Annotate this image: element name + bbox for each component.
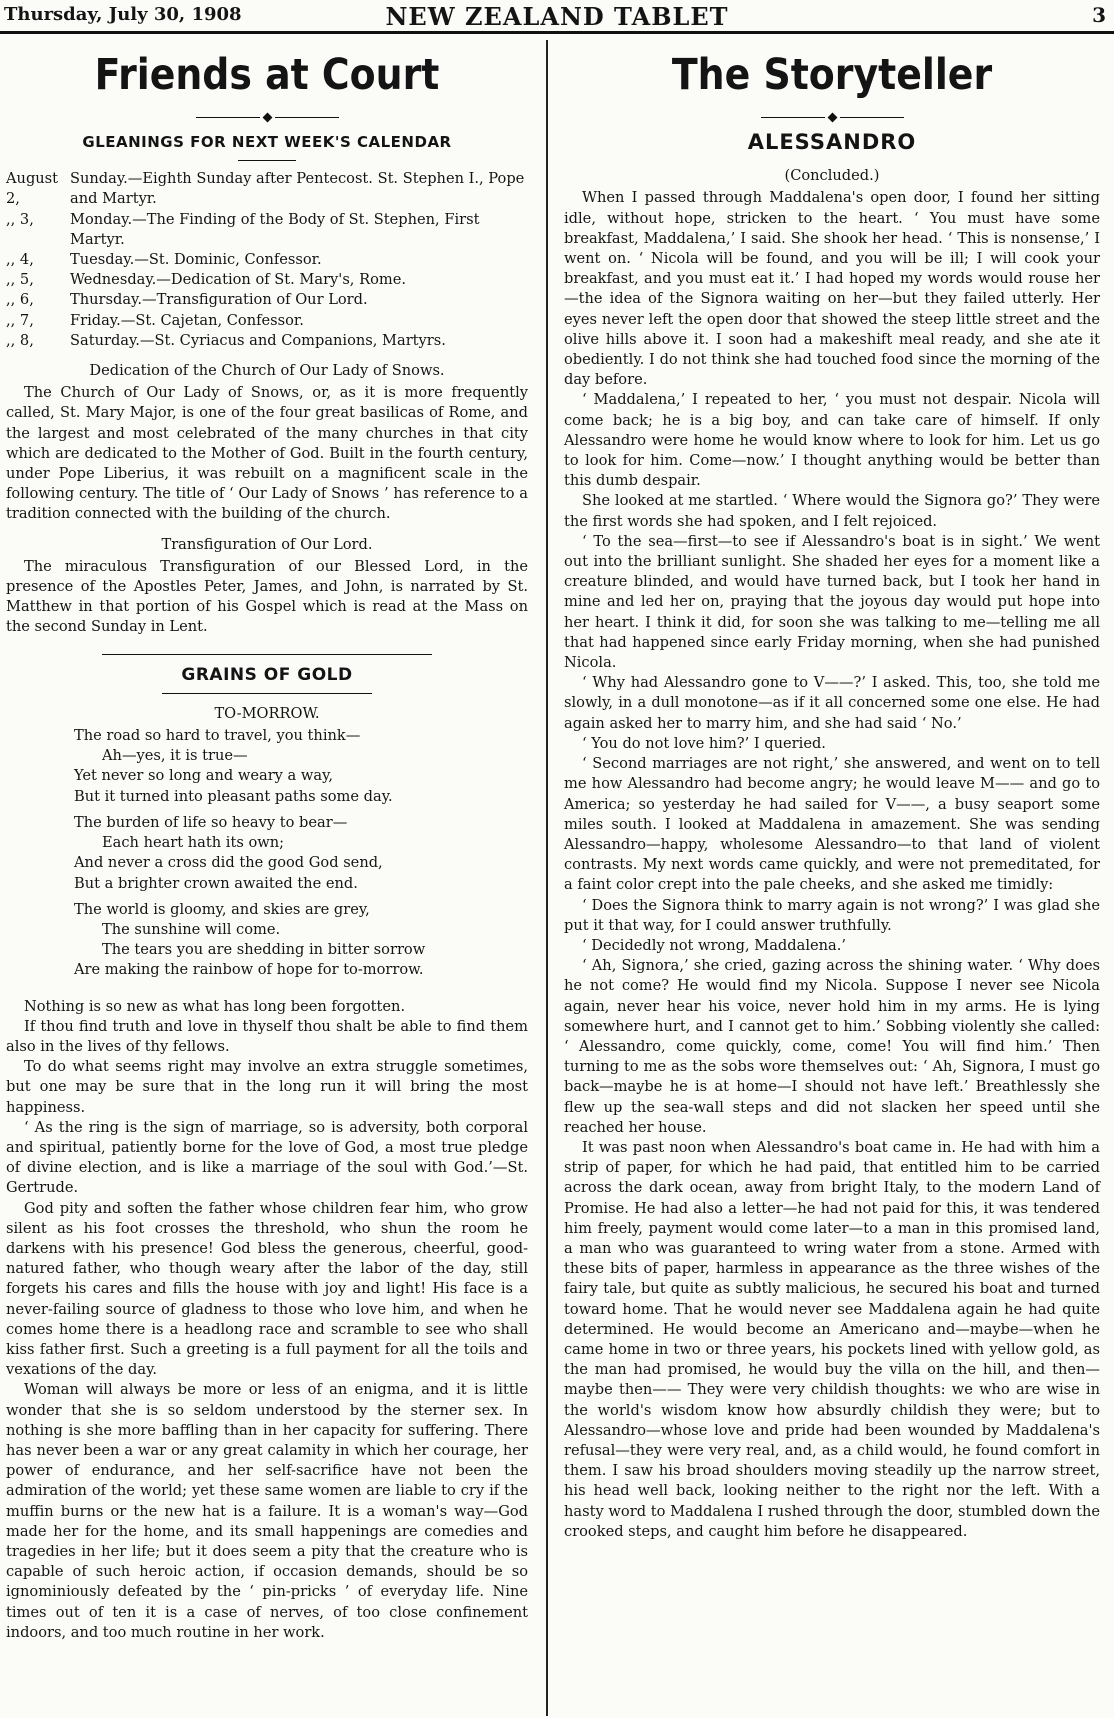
calendar-entry: ,, 8, Saturday.—St. Cyriacus and Companions, Martyrs.: [6, 331, 446, 349]
maxim-paragraph: If thou find truth and love in thyself thou shalt be able to find them also in the lives of thy fellows.: [6, 1017, 528, 1055]
poem-stanza: [74, 813, 528, 894]
maxim-paragraph: ‘ As the ring is the sign of marriage, so is adversity, both corporal and spiritual, patiently borne for the love of God, a most true pledge of divine election, and is like a marriage of the soul with God.’—St. Gertrude.: [6, 1118, 528, 1197]
story-paragraph: ‘ Ah, Signora,’ she cried, gazing across the shining water. ‘ Why does he not come? He would find my Nicola. Suppose I never see Nicola again, never hear his voice, never hold him in my arms. He is lying somewhere hurt, and I cannot get to him.’ Sobbing violently she called: ‘ Alessandro, come quickly, come, come! You will find him.’ Then turning to me as the sobs wore themselves out: ‘ Ah, Signora, I must go back—maybe he is at home—I should not have left.’ Breathlessly she flew up the sea-wall steps and did not slacken her speed until she reached her house.: [564, 957, 1100, 1136]
newspaper-title: NEW ZEALAND TABLET: [385, 2, 729, 31]
grains-of-gold-heading: GRAINS OF GOLD: [181, 664, 353, 685]
section-title-storyteller: The Storyteller: [671, 50, 993, 100]
poem-line: Each heart hath its own;: [102, 834, 285, 852]
poem-line: The world is gloomy, and skies are grey,: [74, 900, 370, 918]
poem-stanza: [74, 900, 528, 981]
calendar-entry: ,, 4, Tuesday.—St. Dominic, Confessor.: [6, 251, 322, 269]
story-paragraph: She looked at me startled. ‘ Where would the Signora go?’ They were the first words she had spoken, and I felt rejoiced.: [564, 492, 1100, 530]
short-rule: [238, 160, 296, 161]
right-column: [564, 44, 1100, 1542]
story-paragraph: When I passed through Maddalena's open door, I found her sitting idle, without hope, stricken to the heart. ‘ You must have some breakfast, Maddalena,’ I said. She shook her head. ‘ This is nonsense,’ I went on. ‘ Nicola will be found, and you will be ill; I will cook your breakfast, and you must eat it.’ I had hoped my words would rouse her—the idea of the Signora waiting on her—but they failed utterly. Her eyes never left the open door that showed the steep little street and the olive hills above it. I soon had a makeshift meal ready, and she ate it obediently. I do not think she had touched food since the morning of the day before.: [564, 189, 1100, 389]
transfiguration-heading: Transfiguration of Our Lord.: [161, 535, 373, 553]
story-paragraph: ‘ You do not love him?’ I queried.: [582, 734, 826, 752]
section-title-friends-at-court: Friends at Court: [94, 50, 440, 100]
calendar-entry: ,, 7, Friday.—St. Cajetan, Confessor.: [6, 311, 304, 329]
story-paragraph: ‘ To the sea—first—to see if Alessandro's boat is in sight.’ We went out into the brilliant sunlight. She shaded her eyes for a moment like a creature blinded, and would have turned back, but I took her hand in mine and led her on, praying that the joyous day would put hope into her heart. I think it did, for soon she was talking to me—telling me all that had happened since early Friday morning, when she had punished Nicola.: [564, 532, 1100, 672]
story-paragraph: It was past noon when Alessandro's boat came in. He had with him a strip of paper, for which he had paid, that entitled him to be carried across the dark ocean, away from bright Italy, to the modern Land of Promise. He had also a letter—he had not paid for this, it was tendered him freely, payment would come later—to a man in this promised land, a man who was guaranteed to wring water from a stone. Armed with these bits of paper, harmless in appearance as the three wishes of the fairy tale, but quite as subtly malicious, he secured his boat and turned toward home. That he would never see Maddalena again he had quite determined. He would become an Americano and—maybe—when he came home in two or three years, his pockets lined with yellow gold, as the man had promised, he would buy the villa on the hill, and then—maybe then—— They were very childish thoughts: we who are wise in the world's wisdom know how absurdly childish they were; but to Alessandro—whose love and pride had been wounded by Maddalena's refusal—they were very real, and, as a child would, he found comfort in them. I saw his broad shoulders moving steadily up the narrow street, his head well back, looking neither to the right nor the left. With a hasty word to Maddalena I rushed through the door, stumbled down the crooked steps, and caught him before he disappeared.: [564, 1138, 1100, 1540]
story-title: ALESSANDRO: [747, 130, 917, 154]
issue-date: Thursday, July 30, 1908: [4, 4, 242, 25]
poem: [74, 726, 528, 980]
poem-line: The tears you are shedding in bitter sorrow: [102, 941, 426, 959]
story-paragraph: ‘ Does the Signora think to marry again is not wrong?’ I was glad she put it that way, for I could answer truthfully.: [564, 896, 1100, 934]
calendar-list: [6, 169, 528, 351]
poem-line: Yet never so long and weary a way,: [74, 767, 334, 785]
calendar-entry: August 2, Sunday.—Eighth Sunday after Pentecost. St. Stephen I., Pope and Martyr.: [6, 170, 525, 208]
poem-title: TO-MORROW.: [214, 704, 320, 722]
poem-line: Are making the rainbow of hope for to-morrow.: [74, 961, 424, 979]
poem-line: And never a cross did the good God send,: [74, 854, 383, 872]
poem-line: Ah—yes, it is true—: [102, 747, 248, 765]
left-column: [6, 44, 528, 1643]
section-rule: [102, 654, 432, 655]
poem-line: The road so hard to travel, you think—: [74, 727, 361, 745]
calendar-entry: ,, 6, Thursday.—Transfiguration of Our Lord.: [6, 291, 368, 309]
masthead-rule: [0, 31, 1114, 34]
concluded-note: (Concluded.): [784, 167, 880, 185]
ornament-divider: [564, 108, 1100, 126]
heading-rule: [162, 693, 372, 694]
poem-line: But a brighter crown awaited the end.: [74, 874, 358, 892]
maxim-paragraph: Woman will always be more or less of an enigma, and it is little wonder that she is so seldom understood by the sterner sex. In nothing is she more baffling than in her capacity for suffering. There has never been a war or any great calamity in which her courage, her power of endurance, and her self-sacrifice have not been the admiration of the world; yet these same women are liable to cry if the muffin burns or the new hat is a failure. It is a woman's way—God made her for the home, and its small happenings are comedies and tragedies in her life; but it does seem a pity that the creature who is capable of such heroic action, if occasion demands, should be so ignominiously defeated by the ‘ pin-pricks ’ of everyday life. Nine times out of ten it is a case of nerves, of too close confinement indoors, and too much routine in her work.: [6, 1381, 528, 1641]
story-paragraph: ‘ Decidedly not wrong, Maddalena.’: [582, 936, 846, 954]
maxim-paragraph: God pity and soften the father whose children fear him, who grow silent as his foot crosses the threshold, who shun the room he darkens with his presence! God bless the generous, cheerful, good-natured father, who though weary after the labor of the day, still forgets his cares and fills the house with joy and light! His face is a never-failing source of gladness to those who love him, and when he comes home there is a headlong race and scramble to see who shall kiss father first. Such a greeting is a full payment for all the toils and vexations of the day.: [6, 1199, 528, 1379]
calendar-entry: ,, 5, Wednesday.—Dedication of St. Mary's, Rome.: [6, 271, 406, 289]
page-number: 3: [1092, 3, 1106, 27]
column-divider: [546, 40, 548, 1716]
story-paragraph: ‘ Maddalena,’ I repeated to her, ‘ you must not despair. Nicola will come back; he is a big boy, and can take care of himself. If only Alessandro were home he would know where to look for him. Let us go to look for him. Come—now.’ I thought anything would be better than this dumb despair.: [564, 391, 1100, 490]
ornament-divider: [6, 108, 528, 126]
dedication-heading: Dedication of the Church of Our Lady of Snows.: [89, 362, 445, 380]
maxims: [6, 997, 528, 1644]
maxim-paragraph: Nothing is so new as what has long been forgotten.: [24, 997, 406, 1015]
poem-line: The sunshine will come.: [102, 920, 281, 938]
story-paragraph: ‘ Why had Alessandro gone to V——?’ I asked. This, too, she told me slowly, in a dull monotone—as if it all concerned some one else. He had again asked her to marry him, and she had said ‘ No.’: [564, 674, 1100, 732]
calendar-heading: GLEANINGS FOR NEXT WEEK'S CALENDAR: [82, 133, 452, 151]
poem-line: The burden of life so heavy to bear—: [74, 813, 348, 831]
calendar-entry: ,, 3, Monday.—The Finding of the Body of St. Stephen, First Martyr.: [6, 210, 480, 248]
poem-stanza: [74, 726, 528, 807]
poem-line: But it turned into pleasant paths some day.: [74, 787, 393, 805]
transfiguration-paragraph: The miraculous Transfiguration of our Blessed Lord, in the presence of the Apostles Peter, James, and John, is narrated by St. Matthew in that portion of his Gospel which is read at the Mass on the second Sunday in Lent.: [6, 557, 528, 636]
dedication-paragraph: The Church of Our Lady of Snows, or, as it is more frequently called, St. Mary Major, is one of the four great basilicas of Rome, and the largest and most celebrated of the many churches in that city which are dedicated to the Mother of God. Built in the fourth century, under Pope Liberius, it was rebuilt on a magnificent scale in the following century. The title of ‘ Our Lady of Snows ’ has reference to a tradition connected with the building of the church.: [6, 384, 528, 523]
maxim-paragraph: To do what seems right may involve an extra struggle sometimes, but one may be sure that in the long run it will bring the most happiness.: [6, 1058, 528, 1116]
story-paragraph: ‘ Second marriages are not right,’ she answered, and went on to tell me how Alessandro had become angry; he would leave M—— and go to America; so yesterday he had sailed for V——, a busy seaport some miles south. I looked at Maddalena in amazement. She was sending Alessandro—happy, wholesome Alessandro—to that land of violent contrasts. My next words came quickly, and were not premeditated, for a faint color crept into the pale cheeks, and she asked me timidly:: [564, 755, 1100, 894]
masthead: [0, 0, 1114, 31]
